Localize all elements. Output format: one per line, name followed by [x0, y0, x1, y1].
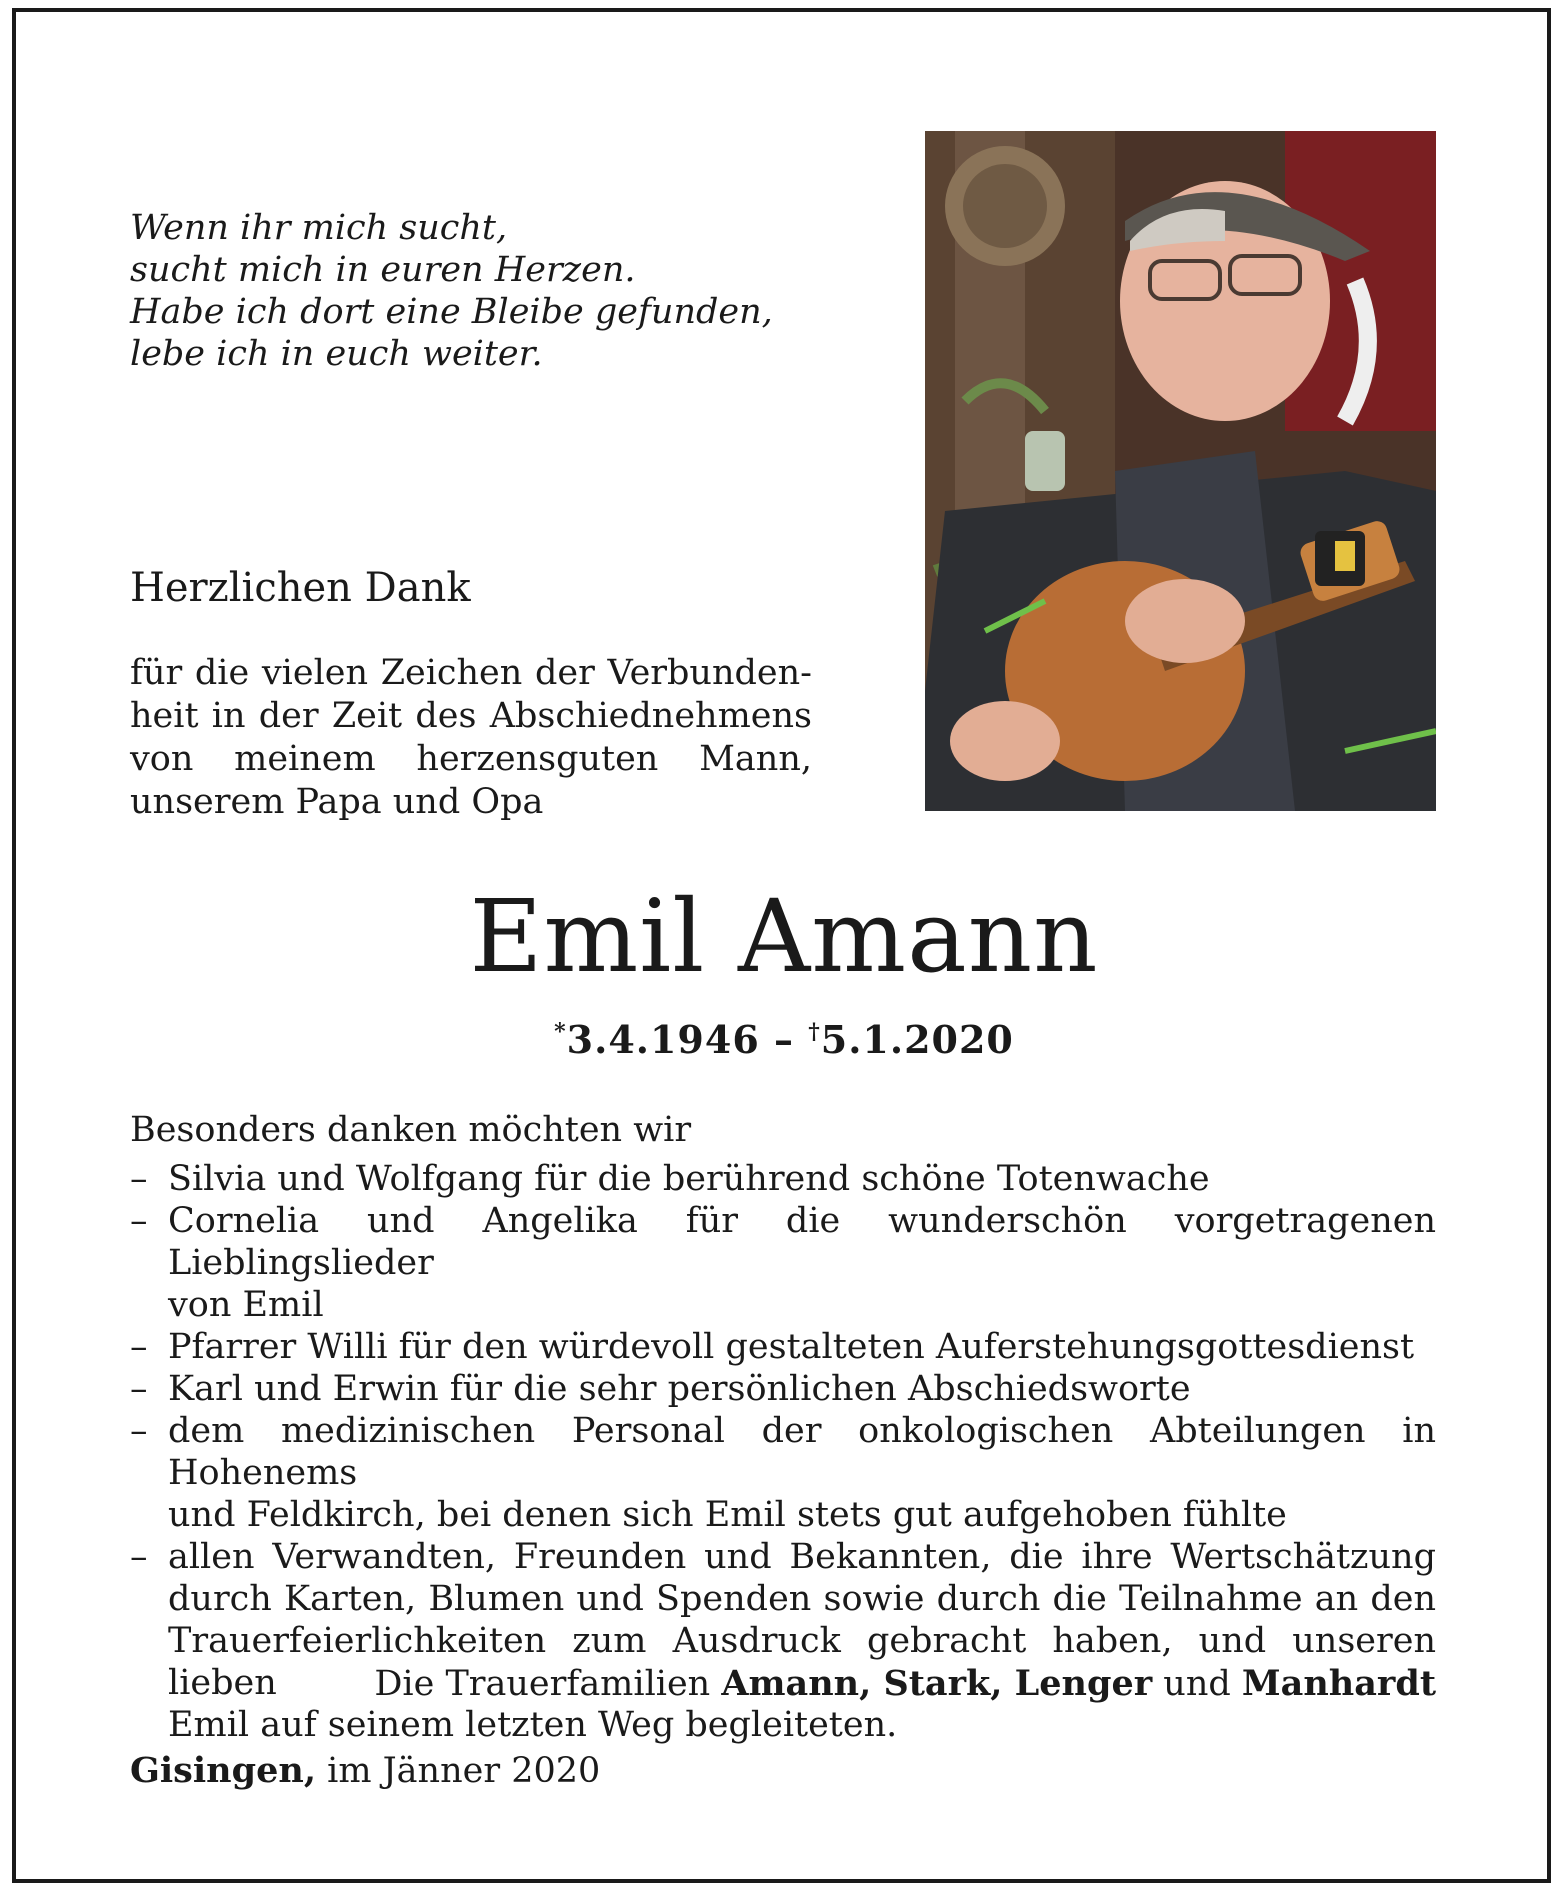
paragraph-line: für die vielen Zeichen der Verbunden-: [130, 653, 812, 693]
list-item-line: Karl und Erwin für die sehr persönlichen Abschiedsworte: [168, 1369, 1191, 1409]
list-item-line: dem medizinischen Personal der onkologischen Abteilungen in Hohenems: [168, 1411, 1436, 1493]
list-item-line: Pfarrer Willi für den würdevoll gestalteten Auferstehungsgottesdienst: [168, 1327, 1415, 1367]
families-connector: und: [1152, 1664, 1242, 1704]
list-item: [130, 1536, 1436, 1746]
list-item: [130, 1158, 1436, 1200]
families-prefix: Die Trauerfamilien: [374, 1664, 722, 1704]
list-item: [130, 1200, 1436, 1326]
special-thanks-intro: Besonders danken möchten wir: [130, 1110, 692, 1150]
portrait-photo: [925, 131, 1436, 811]
thanks-list: [130, 1158, 1436, 1746]
deceased-name: Emil Amann: [469, 878, 1099, 995]
birth-symbol: *: [554, 1019, 567, 1045]
thanks-paragraph: [130, 652, 812, 824]
list-item-line: Emil auf seinem letzten Weg begleiteten.: [168, 1705, 898, 1745]
thanks-heading: Herzlichen Dank: [130, 565, 471, 611]
family-names: Amann, Stark, Lenger: [721, 1663, 1153, 1704]
dash: –: [130, 1369, 148, 1409]
list-item-line: allen Verwandten, Freunden und Bekannten, die ihre Wertschätzung: [168, 1537, 1436, 1577]
life-dates: [0, 1010, 1568, 1062]
list-item-line: Silvia und Wolfgang für die berührend schöne Totenwache: [168, 1159, 1210, 1199]
poem-line: Habe ich dort eine Bleibe gefunden,: [130, 292, 773, 332]
list-item-line: Cornelia und Angelika für die wunderschön vorgetragenen Lieblingslieder: [168, 1201, 1436, 1283]
place-town: Gisingen,: [130, 1750, 317, 1791]
mourning-families: [374, 1663, 1436, 1705]
paragraph-line: von meinem herzensguten Mann,: [130, 739, 812, 779]
poem-line: Wenn ihr mich sucht,: [130, 208, 508, 248]
list-item: [130, 1410, 1436, 1536]
list-item-line: durch Karten, Blumen und Spenden sowie durch die Teilnahme an den: [168, 1579, 1436, 1619]
date-separator: –: [759, 1017, 809, 1062]
paragraph-line: heit in der Zeit des Abschiednehmens: [130, 696, 812, 736]
poem-line: sucht mich in euren Herzen.: [130, 250, 636, 290]
poem-line: lebe ich in euch weiter.: [130, 334, 543, 374]
list-item-line: und Feldkirch, bei denen sich Emil stets gut aufgehoben fühlte: [168, 1495, 1287, 1535]
list-item: [130, 1368, 1436, 1410]
list-item-line: Trauerfeierlichkeiten zum Ausdruck gebracht haben, und unseren lieben: [168, 1621, 1436, 1703]
list-item-line: von Emil: [168, 1285, 324, 1325]
poem: [130, 207, 850, 375]
place-and-date: [130, 1750, 600, 1792]
paragraph-line: unserem Papa und Opa: [130, 782, 544, 822]
dash: –: [130, 1327, 148, 1367]
family-name-last: Manhardt: [1241, 1663, 1436, 1704]
birth-date: 3.4.1946: [566, 1017, 760, 1062]
death-date: 5.1.2020: [820, 1017, 1014, 1062]
place-date: im Jänner 2020: [316, 1751, 601, 1791]
dash: –: [130, 1411, 148, 1451]
list-item: [130, 1326, 1436, 1368]
dash: –: [130, 1537, 148, 1577]
dash: –: [130, 1201, 148, 1241]
death-symbol: †: [808, 1019, 821, 1045]
dash: –: [130, 1159, 148, 1199]
